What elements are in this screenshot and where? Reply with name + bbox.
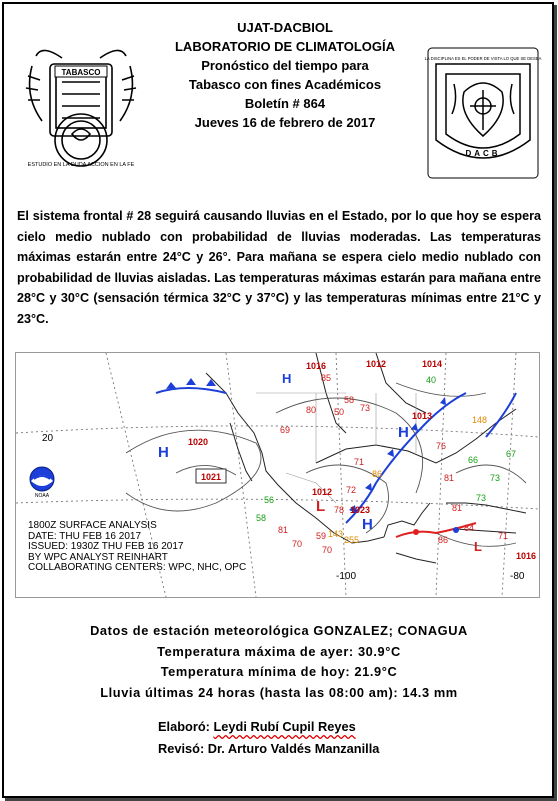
svg-text:67: 67 [506,449,517,459]
low-pressure-caribbean: L [474,539,482,554]
svg-text:1023: 1023 [350,505,371,515]
svg-text:-100: -100 [336,571,357,582]
high-pressure-east: H [398,424,409,441]
forecast-text: El sistema frontal # 28 seguirá causando lluvias en el Estado, por lo que hoy se espera cielo medio nublado con probabilidad de lluvias moderadas. Las temperaturas máximas estarán entre 24°C y 26°. Para mañana se espera cielo medio nublado con probabilidad de lluvias aisladas. Las temperaturas máximas estarán para mañana entre 28°C y 30°C (sensación térmica 32°C y 37°C) y las temperaturas mínimas entre 21°C y 23°C. [17,209,541,326]
svg-text:1014: 1014 [422,359,443,369]
svg-text:70: 70 [322,545,333,555]
station-max-temp: Temperatura máxima de ayer: 30.9°C [157,643,401,659]
svg-text:78: 78 [334,505,345,515]
svg-text:58: 58 [344,395,355,405]
svg-text:71: 71 [354,457,365,467]
svg-text:1020: 1020 [188,437,209,447]
map-info-analysis: 1800Z SURFACE ANALYSIS [28,520,157,531]
dacb-logo [424,44,542,184]
svg-text:59: 59 [316,531,327,541]
svg-text:20: 20 [42,433,54,444]
low-pressure-center: L [316,498,326,515]
svg-text:1012: 1012 [312,487,333,497]
svg-text:76: 76 [436,441,447,451]
svg-text:73: 73 [360,403,371,413]
ujat-logo [22,36,140,176]
ujat-logo-title: TABASCO [61,68,101,77]
cold-front [156,378,516,523]
svg-text:81: 81 [452,503,463,513]
high-pressure-west: H [158,444,169,461]
svg-text:72: 72 [346,485,357,495]
svg-text:86: 86 [438,535,449,545]
header-institution: UJAT-DACBIOL [237,20,333,35]
station-rainfall: Lluvia últimas 24 horas (hasta las 08:00 am): 14.3 mm [100,684,458,700]
header-laboratory: LABORATORIO DE CLIMATOLOGÍA [174,39,396,54]
svg-text:148: 148 [472,415,488,425]
svg-text:1016: 1016 [516,551,537,561]
credits-reviewer: Revisó: Dr. Arturo Valdés Manzanilla [158,741,380,756]
svg-text:NOAA: NOAA [34,493,50,499]
svg-text:66: 66 [468,455,479,465]
map-station-values [256,373,516,555]
header-forecast-title: Pronóstico del tiempo para [201,58,369,73]
surface-analysis-map [15,352,540,598]
svg-text:81: 81 [444,473,455,483]
header-bulletin-number: Boletín # 864 [244,96,326,111]
high-pressure-north: H [282,371,292,386]
svg-text:1013: 1013 [412,411,433,421]
svg-text:56: 56 [264,495,275,505]
svg-text:-80: -80 [510,571,525,582]
station-data [0,621,558,703]
station-min-temp: Temperatura mínima de hoy: 21.9°C [160,664,398,679]
noaa-icon [30,467,54,499]
bulletin-header [150,18,420,132]
svg-text:84: 84 [464,523,475,533]
svg-text:80: 80 [306,405,317,415]
svg-text:85: 85 [321,373,332,383]
dacb-logo-ring-text: LA DISCIPLINA ES EL PODER DE VISTA LO QUE SE DESEA [424,56,542,61]
map-info-analyst: BY WPC ANALYST REINHART [28,551,168,563]
high-pressure-south: H [362,516,373,533]
station-source: Datos de estación meteorológica GONZALEZ; CONAGUA [90,623,468,638]
credits-author-name: Leydi Rubí Cupil Reyes [213,719,356,734]
svg-text:86: 86 [372,469,383,479]
svg-text:143: 143 [328,529,344,539]
credits-author [158,716,379,738]
svg-text:71: 71 [498,531,509,541]
dacb-logo-label: DACB [465,149,501,158]
credits [158,716,379,760]
map-info-date: DATE: THU FEB 16 2017 [28,530,142,542]
svg-text:1016: 1016 [306,361,327,371]
svg-text:73: 73 [476,493,487,503]
ujat-logo-motto: ESTUDIO EN LA DUDA ACCION EN LA FE [27,162,135,168]
credits-author-label: Elaboró: [158,719,214,734]
header-purpose: Tabasco con fines Académicos [188,77,382,92]
svg-text:70: 70 [292,539,303,549]
svg-text:1012: 1012 [366,359,387,369]
svg-text:1021: 1021 [201,472,222,482]
map-info-issued: ISSUED: 1930Z THU FEB 16 2017 [28,541,184,552]
svg-text:50: 50 [334,407,345,417]
svg-text:73: 73 [490,473,501,483]
svg-text:58: 58 [256,513,267,523]
svg-text:40: 40 [426,375,437,385]
header-date: Jueves 16 de febrero de 2017 [194,115,376,130]
svg-text:69: 69 [280,425,291,435]
svg-text:255: 255 [344,535,360,545]
svg-text:81: 81 [278,525,289,535]
map-info-block [28,521,246,574]
map-info-centers: COLLABORATING CENTERS: WPC, NHC, OPC [28,562,247,573]
